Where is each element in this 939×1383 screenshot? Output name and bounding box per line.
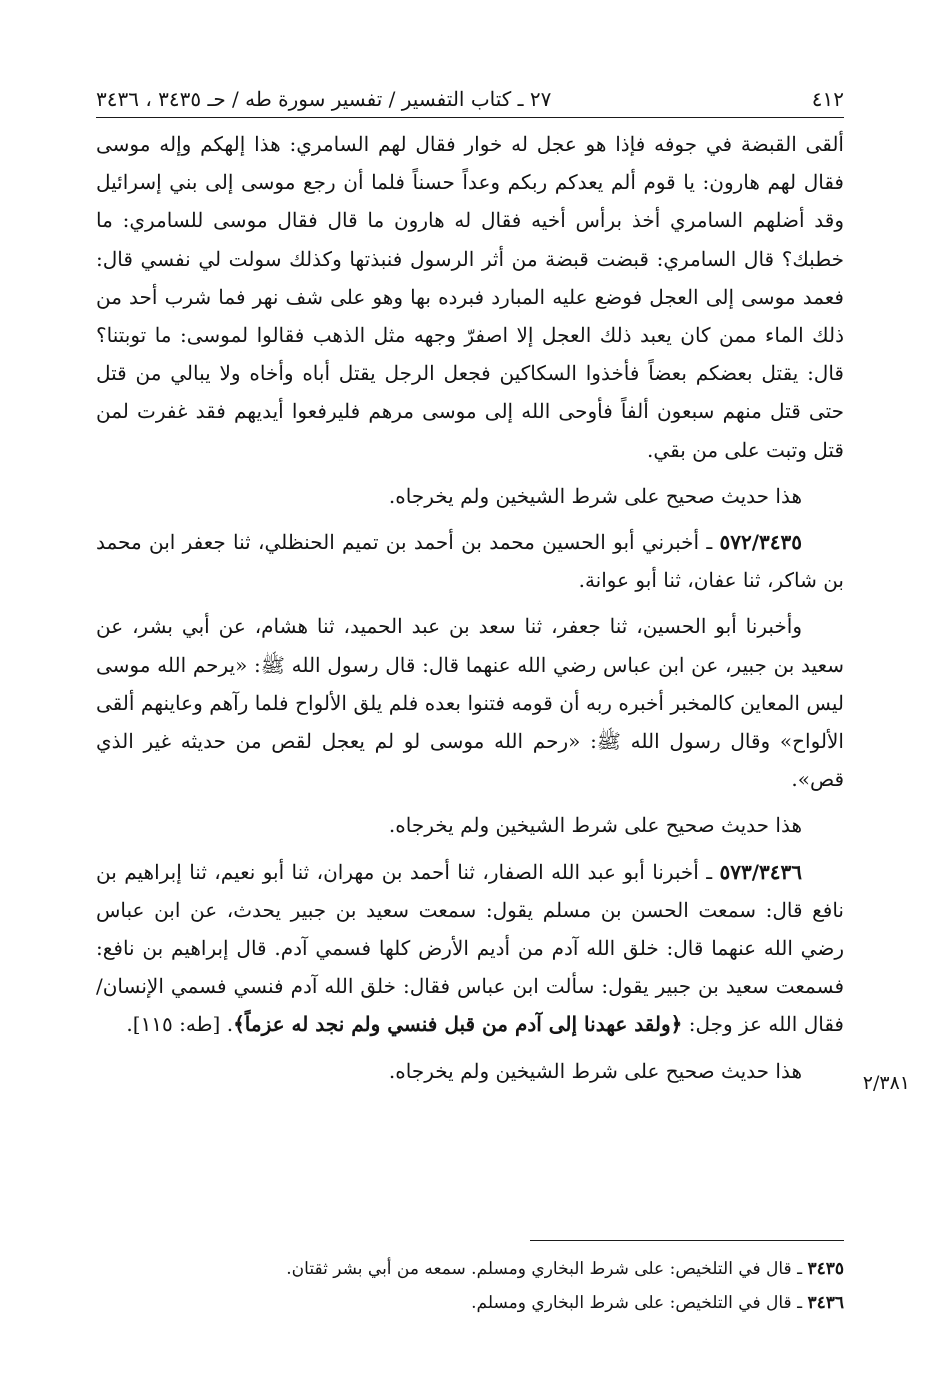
hadith-572 — [96, 523, 844, 599]
paragraph-story: ألقى القبضة في جوفه فإذا هو عجل له خوار فقال لهم السامري: هذا إلهكم وإله موسى فقال لهم هارون: يا قوم ألم يعدكم ربكم وعداً حسناً فلما أن رجع موسى إلى بني إسرائيل وقد أضلهم السامري أخذ برأس أخيه فقال له هارون ما قال فقال موسى للسامري: ما خطبك؟ قال السامري: قبضت قبضة من أثر الرسول فنبذتها وكذلك سولت لي نفسي قال: فعمد موسى إلى العجل فوضع عليه المبارد فبرده بها وهو على شف نهر فما شرب أحد من ذلك الماء ممن كان يعبد ذلك العجل إلا اصفرّ وجهه مثل الذهب فقالوا لموسى: ما توبتنا؟ قال: يقتل بعضكم بعضاً فأخذوا السكاكين فجعل الرجل يقتل أباه وأخاه ولا يبالي من قتل حتى قتل منهم سبعون ألفاً فأوحى الله إلى موسى مرهم فليرفعوا أيديهم فقد غفرت لمن قتل وتبت على من بقي. — [96, 132, 844, 462]
footnote-number: ٣٤٣٥ — [807, 1259, 844, 1279]
quran-reference: . [طه: ١١٥]. — [126, 1012, 234, 1037]
footnotes — [96, 1252, 844, 1320]
hadith-573 — [96, 853, 844, 1044]
footnote-number: ٣٤٣٦ — [807, 1293, 844, 1313]
footnote-text: ـ قال في التلخيص: على شرط البخاري ومسلم. سمعه من أبي بشر ثقتان. — [286, 1259, 803, 1279]
header-divider — [96, 117, 844, 118]
verdict-2: هذا حديث صحيح على شرط الشيخين ولم يخرجاه. — [388, 813, 802, 838]
footnote-divider — [530, 1240, 844, 1241]
hadith-573-text: ـ أخبرنا أبو عبد الله الصفار، ثنا أحمد بن مهران، ثنا أبو نعيم، ثنا إبراهيم بن نافع قال: سمعت الحسن بن مسلم يقول: سمعت سعيد بن جبير يحدث، عن ابن عباس رضي الله عنهما قال: خلق الله آدم من أديم الأرض كلها فسمي آدم. قال إبراهيم بن نافع: فسمعت سعيد بن جبير يقول: سألت ابن عباس فقال: خلق الله آدم فنسي فسمي الإنسان/ فقال الله عز وجل: — [96, 859, 844, 1037]
running-header — [96, 84, 844, 116]
quran-verse: ﴿ولقد عهدنا إلى آدم من قبل فنسي ولم نجد له عزماً﴾ — [233, 1012, 683, 1037]
running-title: ٢٧ ـ كتاب التفسير / تفسير سورة طه / حـ ٣٤٣٥ ، ٣٤٣٦ — [96, 87, 552, 111]
hadith-572-text: ـ أخبرني أبو الحسين محمد بن أحمد بن تميم الحنظلي، ثنا جعفر ابن محمد بن شاكر، ثنا عفان، ثنا أبو عوانة. — [96, 530, 844, 593]
paragraph-chain: وأخبرنا أبو الحسين، ثنا جعفر، ثنا سعد بن عبد الحميد، ثنا هشام، عن أبي بشر، عن سعيد بن جبير، عن ابن عباس رضي الله عنهما قال: قال رسول الله ﷺ: «يرحم الله موسى ليس المعاين كالمخبر أخبره ربه أن قومه فتنوا بعده فلم يلق الألواح فلما رآهم وعاينهم ألقى الألواح» وقال رسول الله ﷺ: «رحم الله موسى لو لم يعجل لقص من حديثه غير الذي قص». — [96, 614, 844, 792]
page-number: ٤١٢ — [811, 87, 844, 111]
hadith-number-572: ٥٧٢/٣٤٣٥ — [719, 530, 802, 555]
footnote-item — [96, 1252, 844, 1286]
footnote-text: ـ قال في التلخيص: على شرط البخاري ومسلم. — [471, 1293, 803, 1313]
footnote-item — [96, 1286, 844, 1320]
main-text — [96, 125, 844, 1090]
verdict-1: هذا حديث صحيح على شرط الشيخين ولم يخرجاه. — [388, 483, 802, 508]
verdict-3: هذا حديث صحيح على شرط الشيخين ولم يخرجاه. — [388, 1058, 802, 1083]
margin-page-reference: ٢/٣٨١ — [862, 1072, 910, 1094]
hadith-number-573: ٥٧٣/٣٤٣٦ — [719, 859, 803, 884]
